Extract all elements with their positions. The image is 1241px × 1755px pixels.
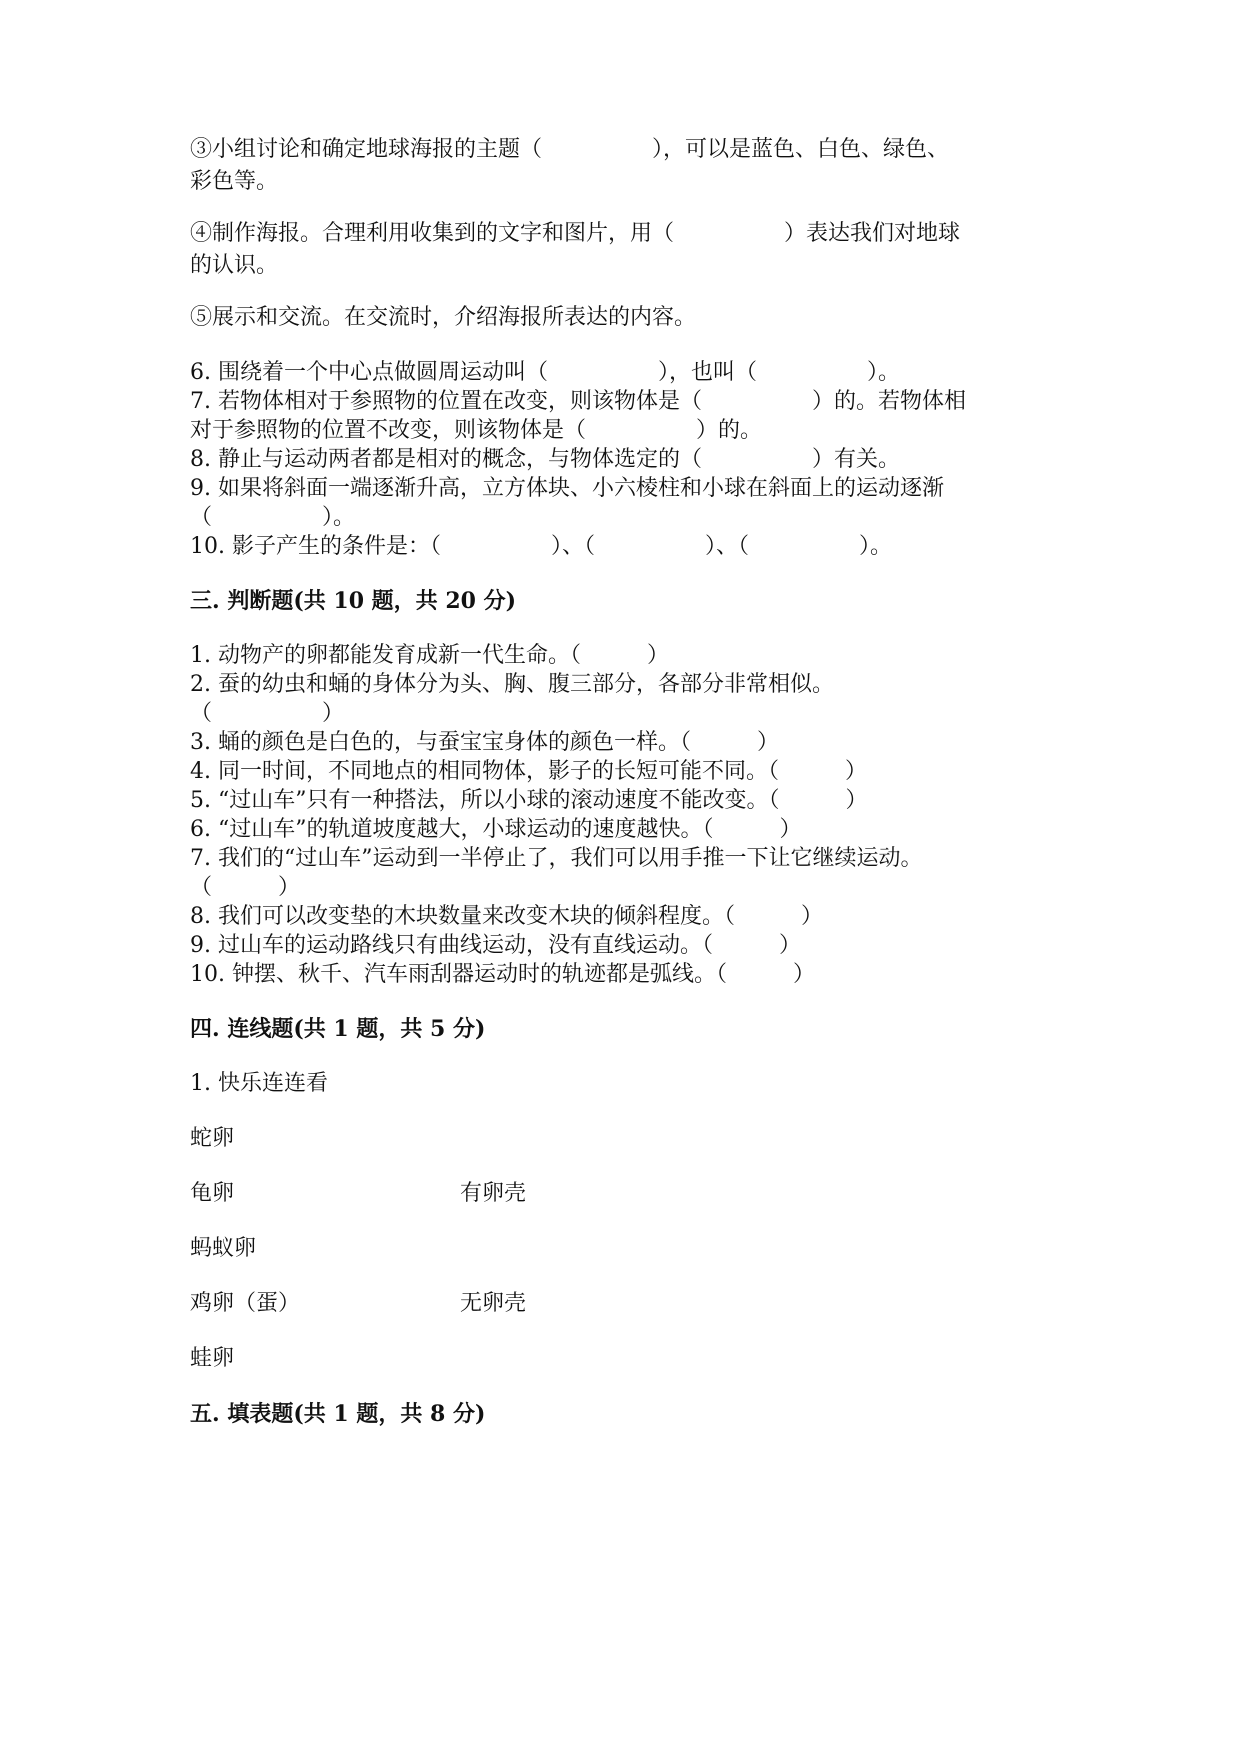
fill-question-7-line1: 7. 若物体相对于参照物的位置在改变，则该物体是（ ）的。若物体相	[190, 389, 966, 414]
fill-item-3-line2: 彩色等。	[190, 169, 279, 194]
judge-question-3: 3. 蛹的颜色是白色的，与蚕宝宝身体的颜色一样。（ ）	[190, 730, 779, 755]
fill-question-8: 8. 静止与运动两者都是相对的概念，与物体选定的（ ）有关。	[190, 447, 900, 472]
fill-question-9-line2: （ ）。	[190, 505, 356, 530]
fill-question-6: 6. 围绕着一个中心点做圆周运动叫（ ），也叫（ ）。	[190, 360, 900, 385]
judge-question-4: 4. 同一时间，不同地点的相同物体，影子的长短可能不同。（ ）	[190, 759, 867, 784]
match-left-item: 蚂蚁卵	[190, 1236, 257, 1261]
fill-item-4-line2: 的认识。	[190, 253, 279, 278]
judge-question-2-line1: 2. 蚕的幼虫和蛹的身体分为头、胸、腹三部分，各部分非常相似。	[190, 672, 834, 697]
fill-question-10: 10. 影子产生的条件是：（ ）、（ ）、（ ）。	[190, 534, 892, 559]
fill-item-5: ⑤展示和交流。在交流时，介绍海报所表达的内容。	[190, 305, 697, 330]
match-right-item: 无卵壳	[460, 1291, 527, 1316]
match-right-item: 有卵壳	[460, 1181, 527, 1206]
judge-question-2-line2: （ ）	[190, 701, 345, 726]
judge-question-5: 5. “过山车”只有一种搭法，所以小球的滚动速度不能改变。（ ）	[190, 788, 868, 813]
judge-question-7-line1: 7. 我们的“过山车”运动到一半停止了，我们可以用手推一下让它继续运动。	[190, 846, 923, 871]
match-left-item: 蛇卵	[190, 1126, 235, 1151]
fill-question-9-line1: 9. 如果将斜面一端逐渐升高，立方体块、小六棱柱和小球在斜面上的运动逐渐	[190, 476, 944, 501]
section-5-heading: 五. 填表题(共 1 题，共 8 分)	[190, 1401, 486, 1427]
judge-question-6: 6. “过山车”的轨道坡度越大，小球运动的速度越快。（ ）	[190, 817, 802, 842]
judge-question-8: 8. 我们可以改变垫的木块数量来改变木块的倾斜程度。（ ）	[190, 904, 823, 929]
judge-question-1: 1. 动物产的卵都能发育成新一代生命。（ ）	[190, 643, 669, 668]
match-left-item: 蛙卵	[190, 1346, 235, 1371]
match-left-item: 鸡卵（蛋）	[190, 1291, 301, 1316]
match-left-item: 龟卵	[190, 1181, 235, 1206]
fill-item-4-line1: ④制作海报。合理利用收集到的文字和图片，用（ ）表达我们对地球	[190, 221, 961, 246]
fill-item-3-line1: ③小组讨论和确定地球海报的主题（ ），可以是蓝色、白色、绿色、	[190, 137, 950, 162]
section-3-heading: 三. 判断题(共 10 题，共 20 分)	[190, 588, 517, 614]
fill-question-7-line2: 对于参照物的位置不改变，则该物体是（ ）的。	[190, 418, 763, 443]
judge-question-7-line2: （ ）	[190, 875, 301, 900]
match-question-1: 1. 快乐连连看	[190, 1071, 328, 1096]
section-4-heading: 四. 连线题(共 1 题，共 5 分)	[190, 1016, 486, 1042]
judge-question-9: 9. 过山车的运动路线只有曲线运动，没有直线运动。（ ）	[190, 933, 801, 958]
judge-question-10: 10. 钟摆、秋千、汽车雨刮器运动时的轨迹都是弧线。（ ）	[190, 962, 815, 987]
